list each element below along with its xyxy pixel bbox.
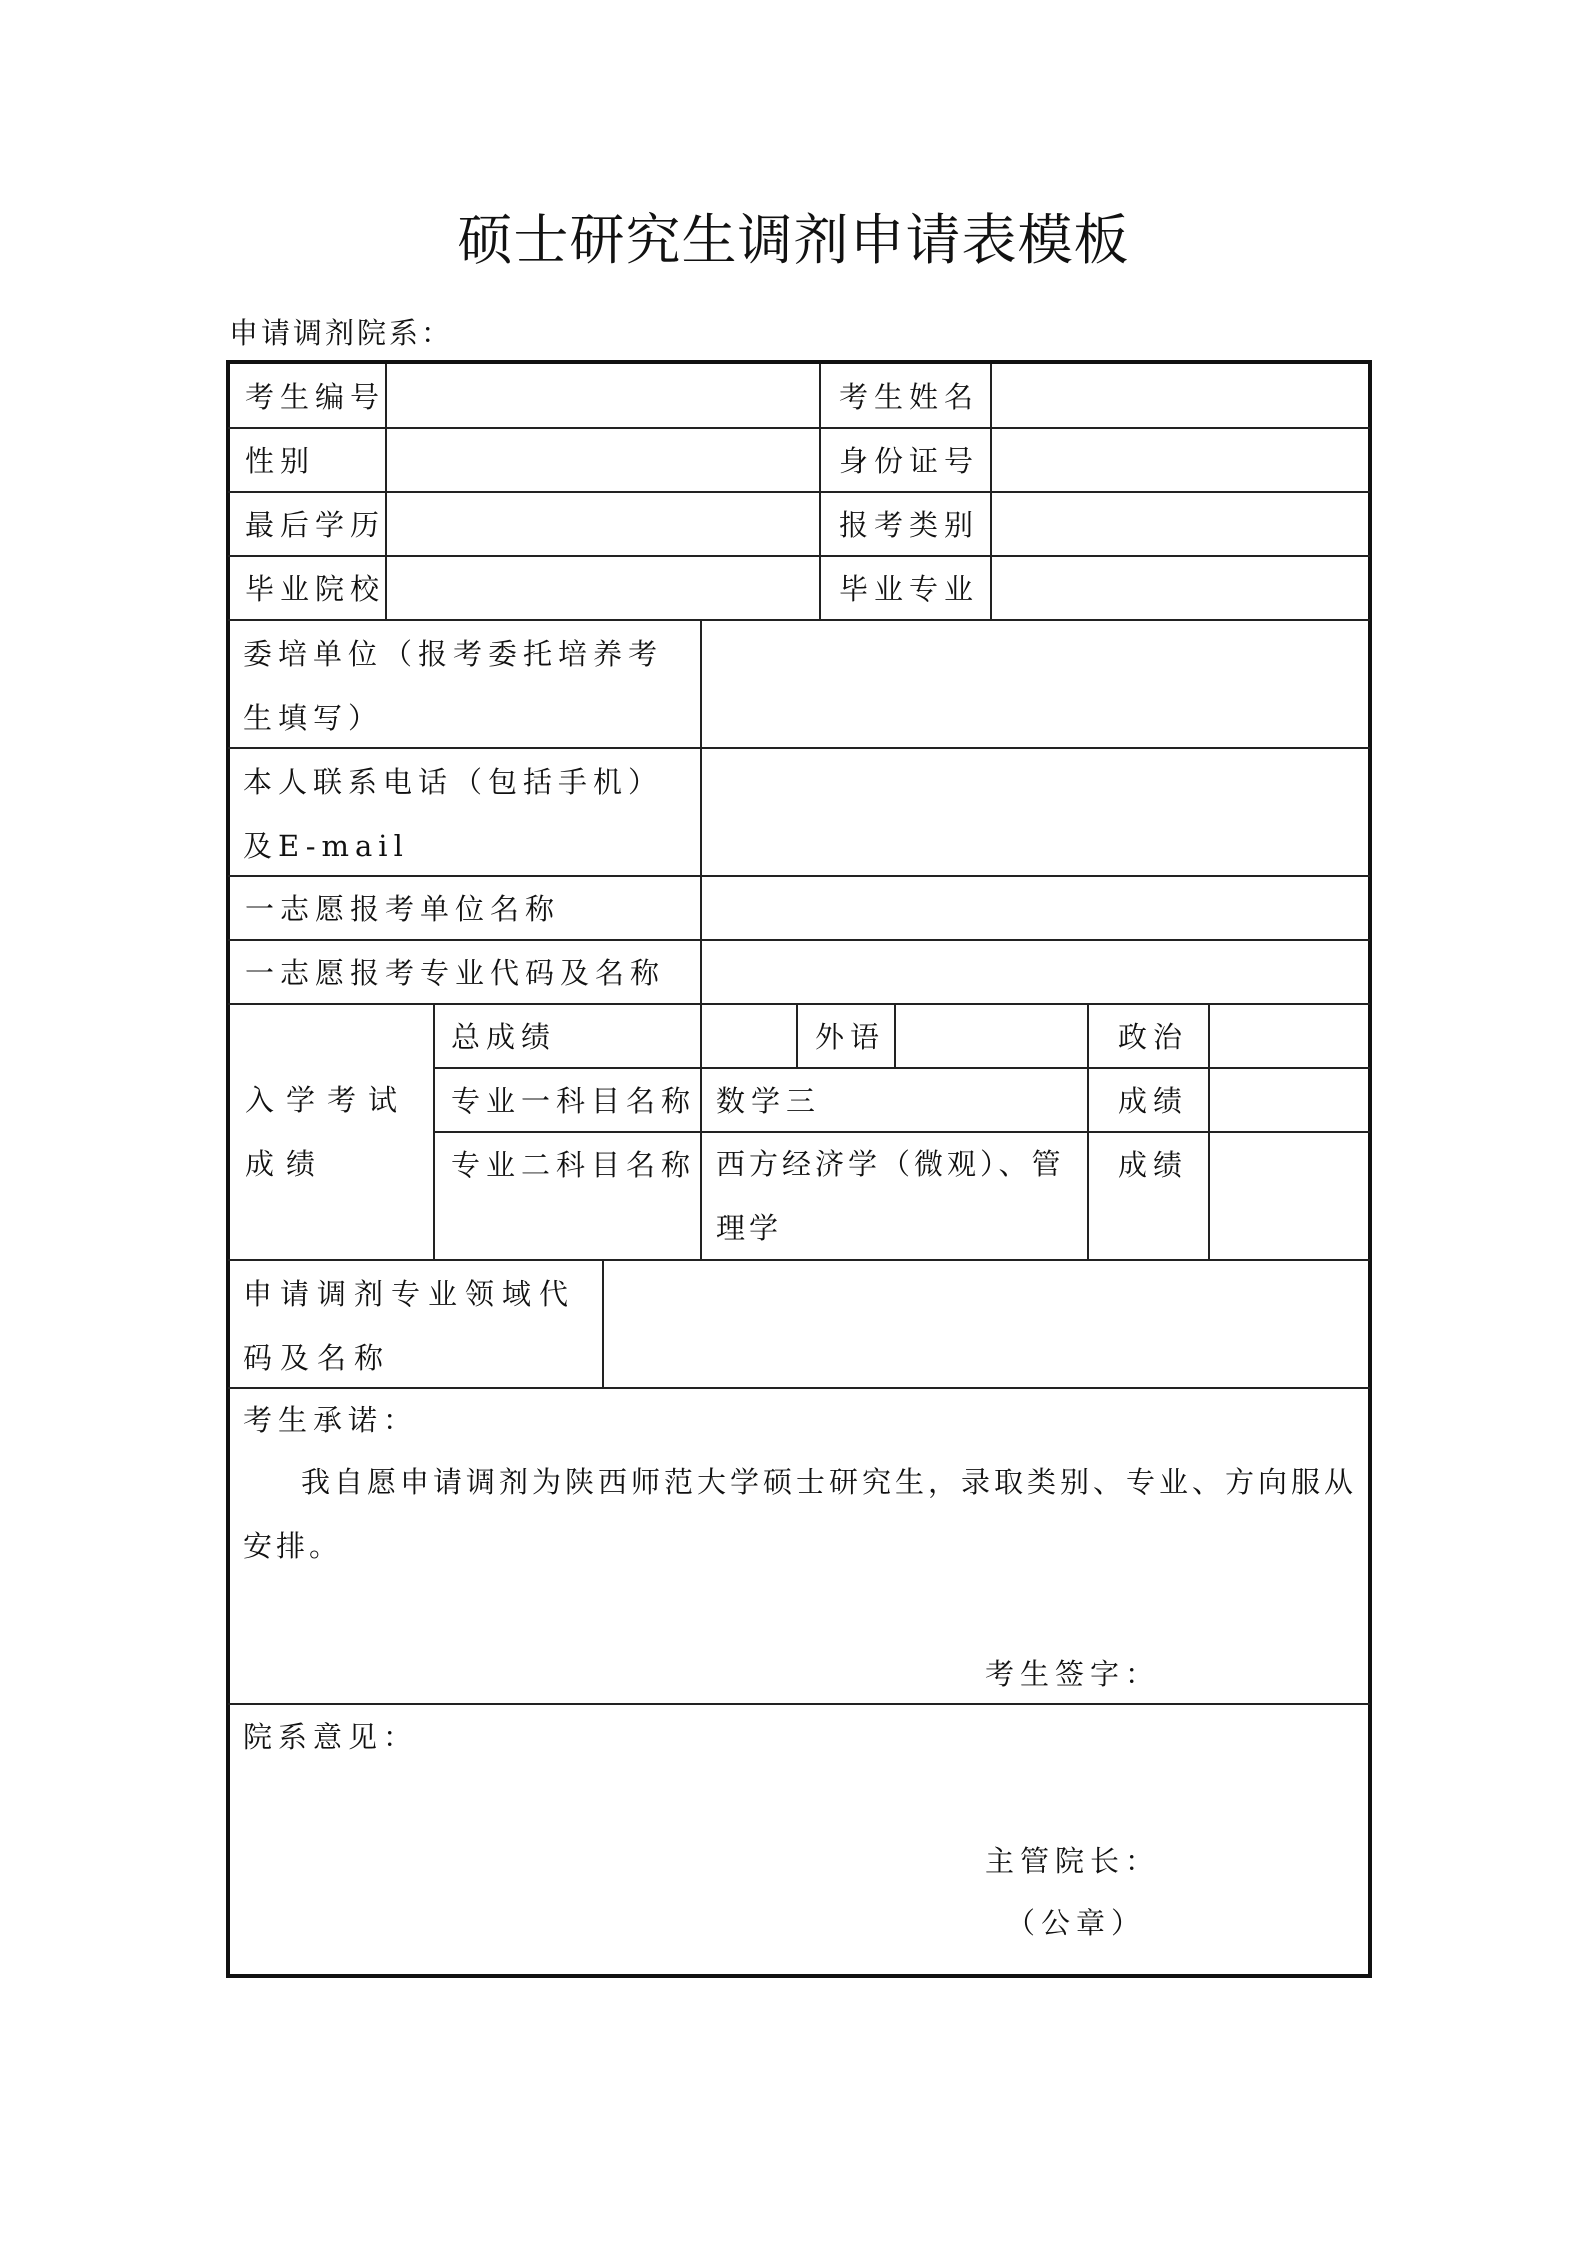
gender-label: 性别 (245, 444, 316, 478)
subject2-score-label: 成绩 (1118, 1148, 1189, 1182)
dean-label: 主管院长： (985, 1844, 1161, 1878)
row-divider (228, 491, 1370, 493)
column-divider (602, 1259, 604, 1387)
column-divider (796, 1003, 798, 1067)
exam-number-label: 考生编号 (245, 380, 386, 414)
contact-phone-label: 本人联系电话（包括手机）及E-mail (243, 765, 664, 863)
education-label: 最后学历 (245, 508, 386, 542)
adjust-major-label: 申请调剂专业领域代码及名称 (243, 1277, 577, 1375)
department-label: 申请调剂院系： (229, 316, 454, 350)
category-label: 报考类别 (839, 508, 980, 542)
signature-label: 考生签字： (985, 1657, 1161, 1691)
first-choice-major-label: 一志愿报考专业代码及名称 (245, 956, 666, 990)
column-divider (990, 364, 992, 620)
name-label: 考生姓名 (839, 380, 980, 414)
column-divider (700, 619, 702, 1259)
department-opinion-label: 院系意见： (243, 1720, 419, 1754)
major-label: 毕业专业 (839, 572, 980, 606)
subject1-score-label: 成绩 (1118, 1084, 1189, 1118)
foreign-language-label: 外语 (815, 1020, 886, 1054)
column-divider (819, 364, 821, 620)
row-divider (228, 1003, 1370, 1005)
sponsor-unit-label: 委培单位（报考委托培养考生填写） (243, 637, 664, 735)
pledge-text: 我自愿申请调剂为陕西师范大学硕士研究生，录取类别、专业、方向服从安排。 (243, 1465, 1358, 1563)
official-seal-label: （公章） (1006, 1906, 1147, 1940)
entrance-score-label: 入学考试成绩 (245, 1083, 410, 1181)
column-divider (894, 1003, 896, 1067)
row-divider (228, 555, 1370, 557)
row-divider (228, 939, 1370, 941)
row-divider (228, 1703, 1370, 1705)
row-divider (228, 427, 1370, 429)
row-divider (433, 1067, 1370, 1069)
page-title: 硕士研究生调剂申请表模板 (457, 208, 1130, 272)
column-divider (1208, 1003, 1210, 1259)
id-number-label: 身份证号 (839, 444, 980, 478)
row-divider (228, 619, 1370, 621)
total-score-label: 总成绩 (451, 1020, 557, 1054)
first-choice-unit-label: 一志愿报考单位名称 (245, 892, 561, 926)
subject2-label: 专业二科目名称 (451, 1148, 697, 1182)
school-label: 毕业院校 (245, 572, 386, 606)
subject1-value: 数学三 (716, 1084, 822, 1118)
column-divider (433, 1003, 435, 1259)
subject2-value: 西方经济学（微观）、管理学 (716, 1147, 1065, 1245)
pledge-label: 考生承诺： (243, 1403, 419, 1437)
politics-label: 政治 (1118, 1020, 1189, 1054)
column-divider (385, 364, 387, 620)
column-divider (1087, 1003, 1089, 1259)
subject1-label: 专业一科目名称 (451, 1084, 697, 1118)
